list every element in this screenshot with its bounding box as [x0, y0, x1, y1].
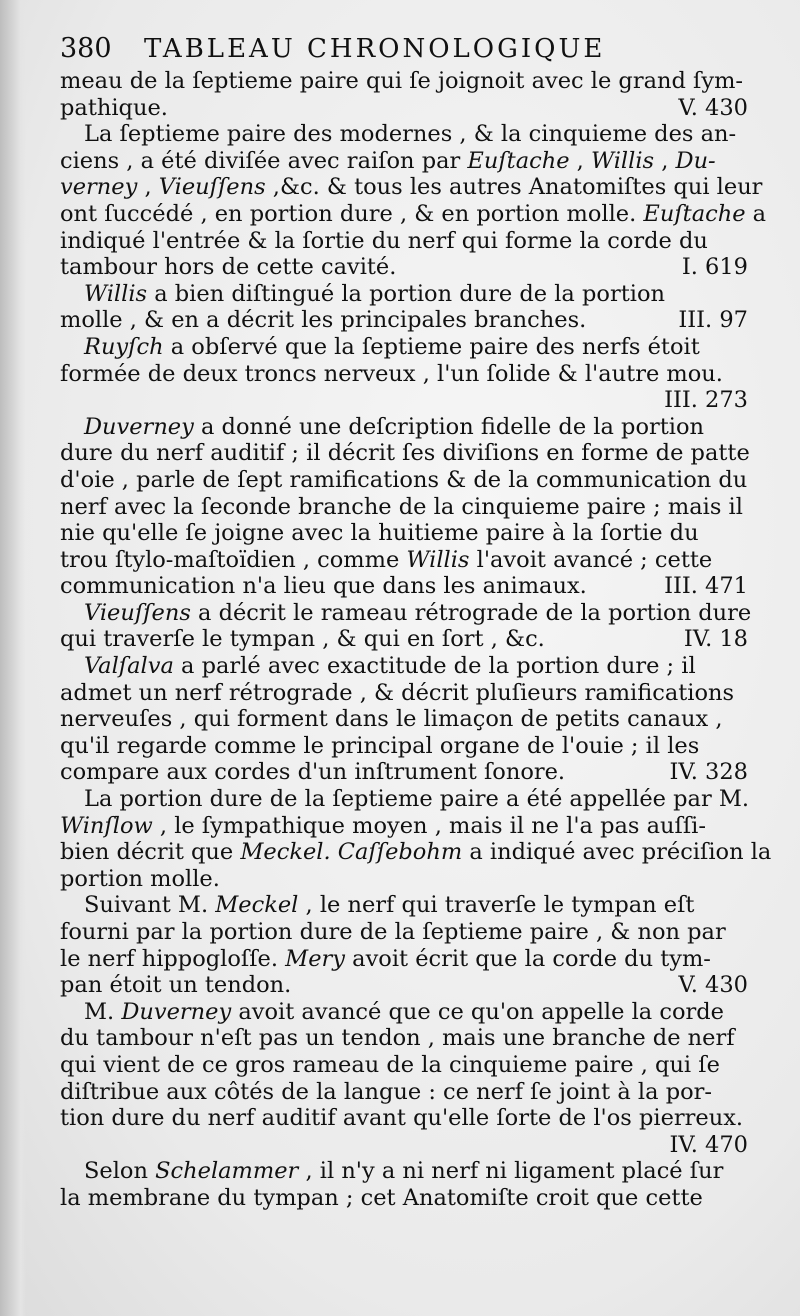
- text-line: qui vient de ce gros rameau de la cinquieme paire , qui ſe: [60, 1051, 720, 1078]
- text-line: Duverney a donné une deſcription fidelle de la portion: [84, 413, 705, 440]
- text-line: Winſlow , le ſympathique moyen , mais il ne l'a pas auſſi-: [60, 812, 706, 839]
- text-line: la membrane du tympan ; cet Anatomiſte croit que cette: [60, 1184, 703, 1211]
- text-line: Willis a bien diſtingué la portion dure de la portion: [84, 280, 665, 307]
- text-line: indiqué l'entrée & la ſortie du nerf qui forme la corde du: [60, 227, 708, 254]
- text-line: portion molle.: [60, 865, 220, 892]
- text-line: ciens , a été diviſée avec raiſon par Euſtache , Willis , Du-: [60, 147, 716, 174]
- text-line: tion dure du nerf auditif avant qu'elle ſorte de l'os pierreux.: [60, 1105, 744, 1132]
- author-name: Meckel. Caſſebohm: [240, 839, 463, 866]
- text-line: Suivant M. Meckel , le nerf qui traverſe le tympan eſt: [84, 892, 695, 919]
- volume-reference: III. 97: [678, 307, 748, 334]
- volume-reference: IV. 328: [669, 759, 748, 786]
- volume-reference: III. 471: [664, 573, 748, 600]
- text-line: ont ſuccédé , en portion dure , & en portion molle. Euſtache a: [60, 200, 767, 227]
- author-name: Willis: [406, 546, 470, 573]
- author-name: Willis: [84, 280, 148, 307]
- running-title: TABLEAU CHRONOLOGIQUE: [144, 34, 606, 64]
- author-name: verney: [60, 174, 138, 201]
- text-line: formée de deux troncs nerveux , l'un ſolide & l'autre mou.: [60, 360, 723, 387]
- text-line: dure du nerf auditif ; il décrit ſes diviſions en forme de patte: [60, 440, 750, 467]
- text-line: Ruyſch a obſervé que la ſeptieme paire des nerfs étoit: [84, 333, 700, 360]
- text-line: M. Duverney avoit avancé que ce qu'on appelle la corde: [84, 998, 724, 1025]
- text-line: Vieuſſens a décrit le rameau rétrograde de la portion dure: [84, 599, 752, 626]
- text-line: Selon Schelammer , il n'y a ni nerf ni ligament placé ſur: [84, 1158, 724, 1185]
- page-number: 380: [60, 33, 112, 64]
- text-line: tambour hors de cette cavité. I. 619: [60, 254, 748, 281]
- text-line: le nerf hippogloſſe. Mery avoit écrit que la corde du tym-: [60, 945, 711, 972]
- text-line: [60, 1132, 748, 1159]
- text-line: pan étoit un tendon. V. 430: [60, 972, 748, 999]
- author-name: Winſlow: [60, 812, 153, 839]
- author-name: Euſtache: [467, 147, 570, 174]
- volume-reference: I. 619: [681, 254, 748, 281]
- text-line: communication n'a lieu que dans les animaux. III. 471: [60, 573, 748, 600]
- text-line: qu'il regarde comme le principal organe de l'ouie ; il les: [60, 732, 700, 759]
- author-name: Vieuſſens: [158, 174, 266, 201]
- text-line: pathique. V. 430: [60, 94, 748, 121]
- text-line: compare aux cordes d'un inſtrument ſonore. IV. 328: [60, 759, 748, 786]
- volume-reference: IV. 18: [683, 626, 748, 653]
- text-line: nerf avec la ſeconde branche de la cinquieme paire ; mais il: [60, 493, 743, 520]
- text-line: trou ſtylo-maſtoïdien , comme Willis l'avoit avancé ; cette: [60, 546, 713, 573]
- author-name: Mery: [285, 945, 345, 972]
- volume-reference: IV. 470: [669, 1131, 748, 1158]
- text-line: nerveuſes , qui forment dans le limaçon de petits canaux ,: [60, 706, 723, 733]
- text-line: meau de la ſeptieme paire qui ſe joignoit avec le grand ſym-: [60, 68, 744, 94]
- text-line: d'oie , parle de ſept ramifications & de la communication du: [60, 466, 748, 493]
- text-line: admet un nerf rétrograde , & décrit pluſieurs ramifications: [60, 679, 735, 706]
- author-name: Euſtache: [643, 200, 746, 227]
- volume-reference: V. 430: [678, 972, 748, 999]
- author-name: Duverney: [121, 998, 232, 1025]
- author-name: Willis: [591, 147, 655, 174]
- author-name: Meckel: [215, 892, 299, 919]
- running-head: [60, 32, 748, 66]
- body-text: [60, 68, 772, 1212]
- volume-reference: V. 430: [678, 94, 748, 121]
- author-name: Duverney: [84, 413, 194, 440]
- author-name: Schelammer: [155, 1158, 299, 1185]
- author-name: Vieuſſens: [84, 599, 191, 626]
- text-line: verney , Vieuſſens ,&c. & tous les autres Anatomiſtes qui leur: [60, 174, 763, 201]
- text-line: qui traverſe le tympan , & qui en ſort , &c. IV. 18: [60, 626, 748, 653]
- text-line: La portion dure de la ſeptieme paire a été appellée par M.: [84, 786, 750, 813]
- text-line: du tambour n'eſt pas un tendon , mais une branche de nerf: [60, 1025, 735, 1052]
- text-line: fourni par la portion dure de la ſeptieme paire , & non par: [60, 919, 726, 945]
- author-name: Valſalva: [84, 653, 174, 680]
- text-line: [60, 387, 748, 414]
- text-line: La ſeptieme paire des modernes , & la cinquieme des an-: [84, 121, 737, 148]
- text-line: diſtribue aux côtés de la langue : ce nerf ſe joint à la por-: [60, 1078, 713, 1105]
- text-line: molle , & en a décrit les principales branches. III. 97: [60, 307, 748, 334]
- author-name: Du-: [675, 147, 716, 174]
- text-line: bien décrit que Meckel. Caſſebohm a indiqué avec préciſion la: [60, 839, 772, 866]
- volume-reference: III. 273: [664, 387, 748, 414]
- text-line: Valſalva a parlé avec exactitude de la portion dure ; il: [84, 653, 696, 680]
- binding-shadow: [0, 0, 26, 1316]
- author-name: Ruyſch: [84, 333, 164, 360]
- text-line: nie qu'elle ſe joigne avec la huitieme paire à la ſortie du: [60, 520, 699, 547]
